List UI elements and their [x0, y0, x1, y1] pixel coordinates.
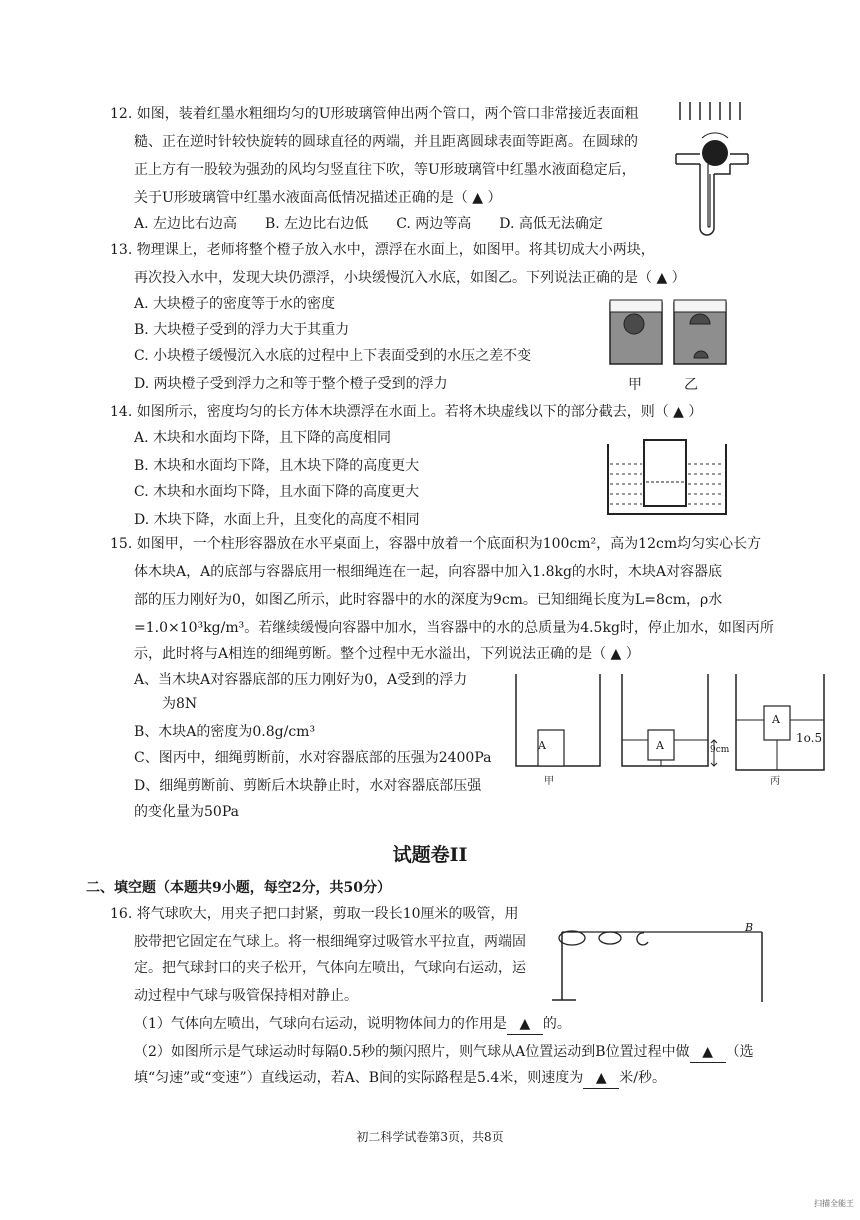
q13-stem-line2: 再次投入水中，发现大块仍漂浮，小块缓慢沉入水底，如图乙。下列说法正确的是（ ▲ ）	[134, 270, 686, 286]
q14-option-a: A. 木块和水面均下降，且下降的高度相同	[134, 430, 392, 446]
q15-figure-handwritten-note: 1o.5	[796, 731, 823, 745]
q12-stem-line2: 糙、正在逆时针较快旋转的圆球直径的两端，并且距离圆球表面等距离。在圆球的	[134, 134, 638, 150]
q13-option-d: D. 两块橙子受到浮力之和等于整个橙子受到的浮力	[134, 376, 448, 392]
q13-stem-line1: 13. 物理课上，老师将整个橙子放入水中，漂浮在水面上，如图甲。将其切成大小两块，	[110, 242, 655, 258]
q16-balloon-string-figure	[548, 916, 770, 1008]
q16-sub2-text-2: 填“匀速”或“变速”）直线运动，若A、B间的实际路程是5.4米，则速度为	[134, 1070, 584, 1086]
q15-option-a-line1: A、当木块A对容器底部的压力刚好为0，A受到的浮力	[134, 672, 468, 688]
q13-figure-label-yi: 乙	[684, 377, 698, 393]
q12-stem-line1: 12. 如图，装着红墨水粗细均匀的U形玻璃管伸出两个管口，两个管口非常接近表面粗	[110, 106, 639, 122]
q16-sub2-line2	[134, 1068, 666, 1089]
q15-stem-line5: 示，此时将与A相连的细绳剪断。整个过程中无水溢出，下列说法正确的是（ ▲ ）	[134, 646, 640, 662]
q15-option-a-line2: 为8N	[162, 696, 198, 712]
q15-figure-yi-block-label: A	[656, 739, 664, 752]
section-title: 试题卷II	[392, 844, 468, 866]
q16-figure-point-b: B	[745, 921, 754, 934]
q14-option-b: B. 木块和水面均下降，且木块下降的高度更大	[134, 458, 420, 474]
q16-sub1-text: （1）气体向左喷出，气球向右运动，说明物体间力的作用是	[134, 1016, 507, 1032]
q13-option-c: C. 小块橙子缓慢沉入水底的过程中上下表面受到的水压之差不变	[134, 348, 532, 364]
q16-sub1	[134, 1014, 571, 1035]
q16-sub2-tail: （选	[725, 1044, 754, 1060]
q15-option-d-line2: 的变化量为50Pa	[134, 804, 239, 820]
q14-block-in-water-figure	[604, 434, 730, 520]
section2-heading: 二、填空题（本题共9小题，每空2分，共50分）	[86, 880, 391, 896]
q16-sub1-tail: 的。	[542, 1016, 571, 1032]
q15-container-figures	[508, 670, 828, 800]
q15-stem-line4: =1.0×10³kg/m³。若继续缓慢向容器中加水，当容器中的水的总质量为4.5kg时，停止加水，如图丙所	[134, 620, 774, 636]
q15-figure-label-bing: 丙	[770, 776, 780, 787]
q12-stem-line4: 关于U形玻璃管中红墨水液面高低情况描述正确的是（ ▲ ）	[134, 190, 502, 206]
q16-sub2-unit: 米/秒。	[619, 1070, 667, 1086]
page-footer: 初二科学试卷第3页，共8页	[356, 1130, 504, 1144]
q15-option-b: B、木块A的密度为0.8g/cm³	[134, 724, 316, 740]
q16-stem-line1: 16. 将气球吹大，用夹子把口封紧，剪取一段长10厘米的吸管，用	[110, 906, 519, 922]
q16-stem-line2: 胶带把它固定在气球上。将一根细绳穿过吸管水平拉直，两端固	[134, 934, 526, 950]
q15-figure-depth-label: 9cm	[710, 745, 730, 755]
q15-figure-label-jia: 甲	[544, 776, 554, 787]
q13-orange-beakers-figure	[604, 294, 734, 372]
q15-option-c: C、图丙中，细绳剪断前，水对容器底部的压强为2400Pa	[134, 750, 492, 766]
q12-options: A. 左边比右边高 B. 左边比右边低 C. 两边等高 D. 高低无法确定	[134, 216, 603, 232]
q15-stem-line2: 体木块A，A的底部与容器底用一根细绳连在一起，向容器中加入1.8kg的水时，木块A对容器底	[134, 564, 723, 580]
q14-option-c: C. 木块和水面均下降，且水面下降的高度更大	[134, 484, 420, 500]
q16-sub2-answer-blank-1: ▲	[690, 1042, 726, 1063]
q13-option-a: A. 大块橙子的密度等于水的密度	[134, 296, 336, 312]
q16-stem-line4: 动过程中气球与吸管保持相对静止。	[134, 988, 358, 1004]
q13-option-b: B. 大块橙子受到的浮力大于其重力	[134, 322, 350, 338]
q14-option-d: D. 木块下降，水面上升，且变化的高度不相同	[134, 512, 420, 528]
q15-figure-bing-block-label: A	[772, 713, 780, 726]
q16-sub1-answer-blank: ▲	[507, 1014, 543, 1035]
q15-option-d-line1: D、细绳剪断前、剪断后木块静止时，水对容器底部压强	[134, 778, 482, 794]
q15-stem-line1: 15. 如图甲，一个柱形容器放在水平桌面上，容器中放着一个底面积为100cm²，高为12cm均匀实心长方	[110, 536, 762, 552]
q16-sub2-answer-blank-2: ▲	[583, 1068, 619, 1089]
q16-stem-line3: 定。把气球封口的夹子松开，气体向左喷出，气球向右运动，运	[134, 960, 526, 976]
scanner-watermark: 扫描全能王	[814, 1199, 854, 1208]
q16-sub2-text: （2）如图所示是气球运动时每隔0.5秒的频闪照片，则气球从A位置运动到B位置过程中做	[134, 1044, 690, 1060]
q12-u-tube-figure	[670, 98, 750, 248]
q16-sub2-line1	[134, 1042, 754, 1063]
q13-figure-label-jia: 甲	[628, 377, 642, 393]
q15-figure-jia-block-label: A	[538, 739, 546, 752]
q14-stem-line1: 14. 如图所示，密度均匀的长方体木块漂浮在水面上。若将木块虚线以下的部分截去，则（ ▲ ）	[110, 404, 703, 420]
q15-stem-line3: 部的压力刚好为0，如图乙所示，此时容器中的水的深度为9cm。已知细绳长度为L=8cm，ρ水	[134, 592, 723, 608]
q12-stem-line3: 正上方有一股较为强劲的风均匀竖直往下吹，等U形玻璃管中红墨水液面稳定后，	[134, 162, 636, 178]
